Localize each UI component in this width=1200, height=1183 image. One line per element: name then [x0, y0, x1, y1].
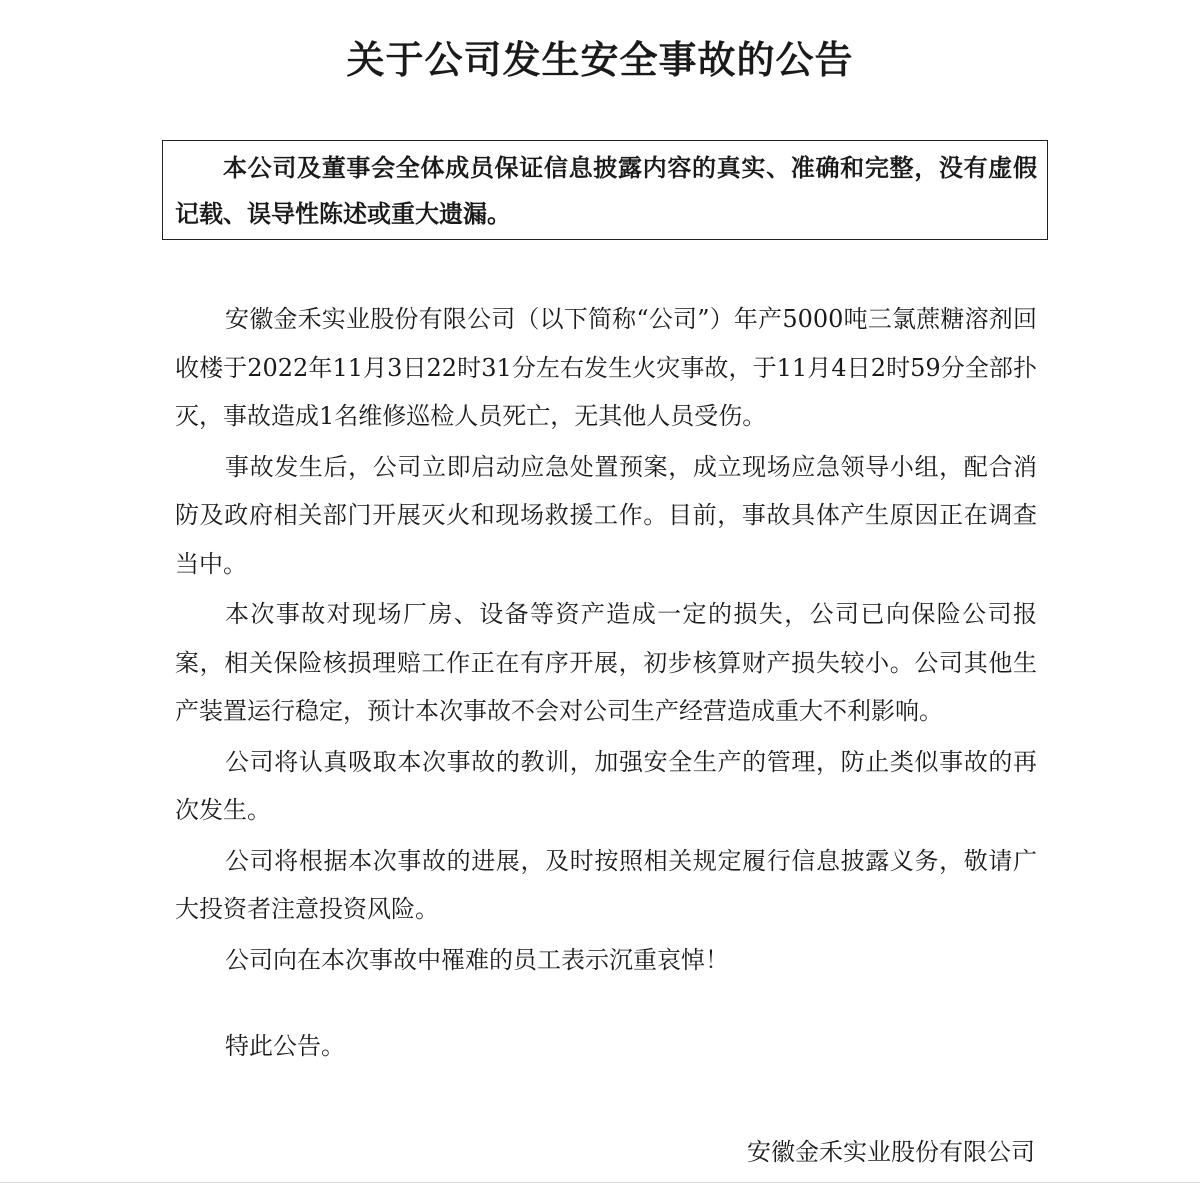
disclaimer-box	[162, 140, 1048, 240]
paragraph-disclosure: 公司将根据本次事故的进展，及时按照相关规定履行信息披露义务，敬请广大投资者注意投资风险。	[175, 846, 1037, 923]
paragraph-impact: 本次事故对现场厂房、设备等资产造成一定的损失，公司已向保险公司报案，相关保险核损理赔工作正在有序开展，初步核算财产损失较小。公司其他生产装置运行稳定，预计本次事故不会对公司生产经营造成重大不利影响。	[175, 600, 1037, 725]
company-signature: 安徽金禾实业股份有限公司	[747, 1138, 1035, 1166]
paragraph-response: 事故发生后，公司立即启动应急处置预案，成立现场应急领导小组，配合消防及政府相关部门开展灭火和现场救援工作。目前，事故具体产生原因正在调查当中。	[175, 452, 1037, 578]
page-title: 关于公司发生安全事故的公告	[346, 38, 854, 82]
paragraph-condolence: 公司向在本次事故中罹难的员工表示沉重哀悼！	[225, 945, 729, 974]
paragraph-lessons: 公司将认真吸取本次事故的教训，加强安全生产的管理，防止类似事故的再次发生。	[175, 747, 1037, 824]
disclaimer-text: 本公司及董事会全体成员保证信息披露内容的真实、准确和完整，没有虚假记载、误导性陈述或重大遗漏。	[175, 154, 1037, 228]
announcement-body	[175, 295, 1037, 986]
closing-statement: 特此公告。	[225, 1032, 345, 1060]
paragraph-incident: 安徽金禾实业股份有限公司（以下简称“公司”）年产5000吨三氯蔗糖溶剂回收楼于2022年11月3日22时31分左右发生火灾事故，于11月4日2时59分全部扑灭，事故造成1名维修巡检人员死亡，无其他人员受伤。	[175, 305, 1037, 430]
